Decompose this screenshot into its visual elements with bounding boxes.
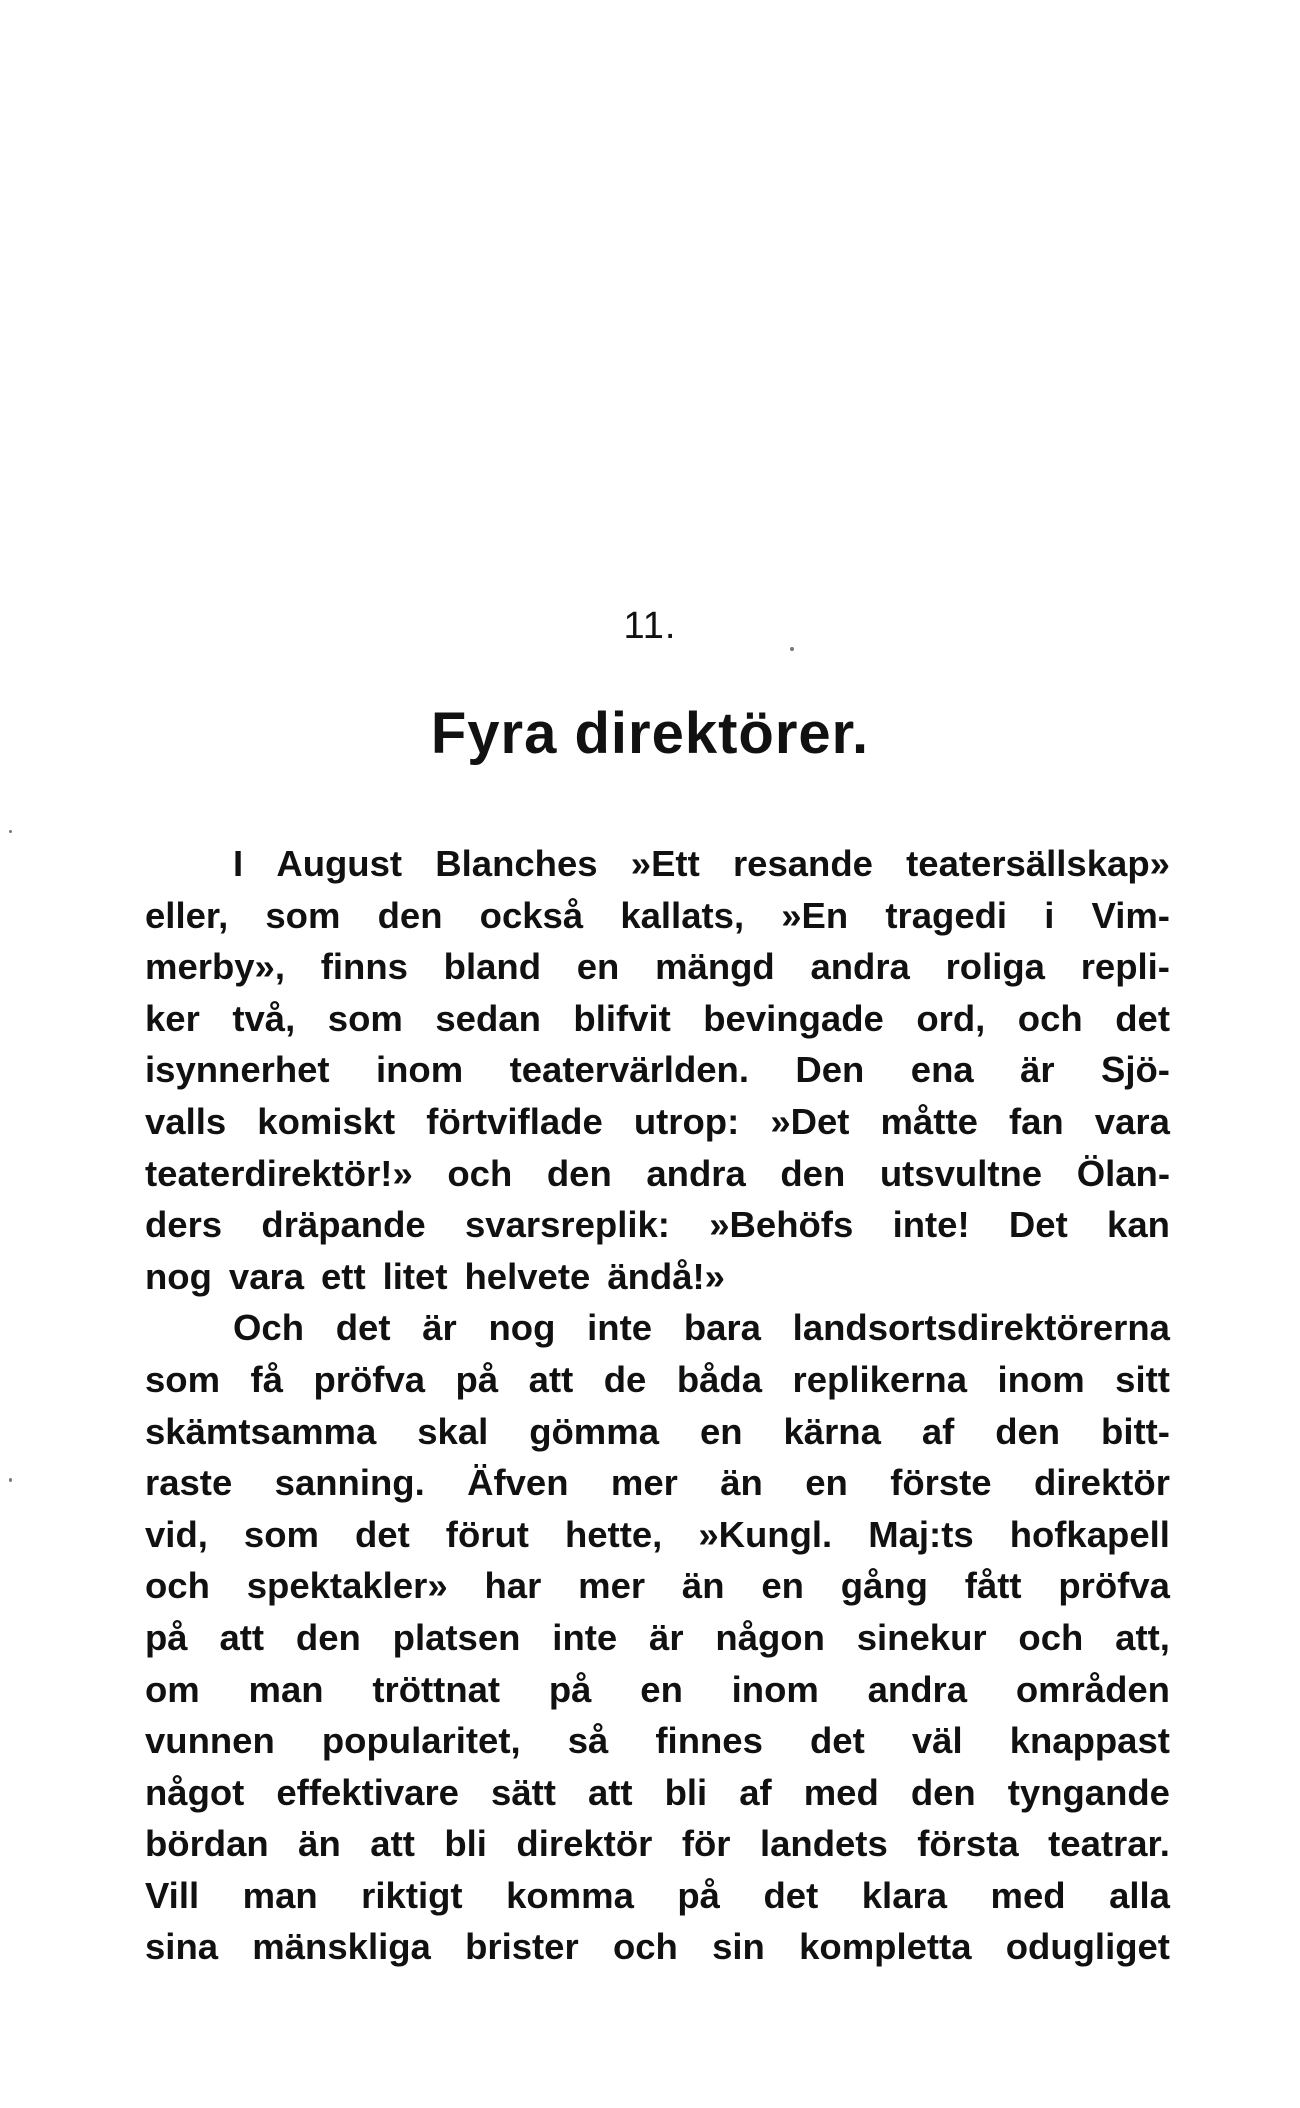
- word: det: [1115, 997, 1170, 1039]
- word: repli-: [1080, 946, 1170, 988]
- word: August: [276, 843, 403, 884]
- word: I: [233, 843, 244, 884]
- word: nog: [145, 1255, 212, 1297]
- word: och: [1017, 997, 1083, 1039]
- word: den: [780, 1152, 846, 1194]
- text-line: [145, 1664, 1170, 1716]
- word: andra: [646, 1152, 746, 1194]
- word: den: [295, 1616, 361, 1658]
- word: mer: [578, 1565, 646, 1607]
- word: Sjö-: [1101, 1049, 1170, 1091]
- word: isynnerhet: [145, 1049, 330, 1091]
- text-line: [145, 1870, 1170, 1922]
- word: bli: [444, 1823, 487, 1865]
- word: en: [576, 946, 620, 988]
- word: att: [370, 1823, 415, 1865]
- word: popularitet,: [321, 1720, 521, 1762]
- word: hette,: [564, 1513, 663, 1555]
- word: alla: [1109, 1874, 1170, 1916]
- word: teatrar.: [1048, 1823, 1170, 1865]
- word: de: [603, 1358, 647, 1400]
- text-line: [145, 941, 1170, 993]
- word: sinekur: [856, 1616, 987, 1658]
- word: och: [447, 1152, 513, 1194]
- word: gång: [840, 1565, 928, 1607]
- word: bli: [664, 1771, 708, 1813]
- word: det: [810, 1720, 865, 1762]
- text-line: [145, 1354, 1170, 1406]
- word: tyngande: [1007, 1771, 1170, 1813]
- word: man: [242, 1874, 318, 1916]
- word: områden: [1015, 1668, 1170, 1710]
- word: finns: [320, 946, 408, 988]
- word: tragedi: [885, 894, 1008, 936]
- word: fått: [964, 1565, 1022, 1607]
- word: kan: [1107, 1204, 1170, 1246]
- word: kärna: [783, 1410, 881, 1452]
- word: få: [250, 1358, 284, 1400]
- text-line: [145, 1044, 1170, 1096]
- word: skämtsamma: [145, 1410, 377, 1452]
- word: måtte: [880, 1100, 978, 1142]
- word: landsortsdirektörerna: [792, 1307, 1170, 1349]
- word: förtviflade: [426, 1100, 603, 1142]
- word: nog: [488, 1307, 556, 1349]
- text-line: [145, 1199, 1170, 1251]
- word: sätt: [491, 1771, 556, 1813]
- word: klara: [861, 1874, 947, 1916]
- word: »Det: [770, 1100, 850, 1142]
- print-speck: [9, 1478, 12, 1482]
- word: kompletta: [799, 1926, 972, 1968]
- word: Det: [1008, 1204, 1068, 1246]
- word: af: [739, 1771, 772, 1813]
- word: riktigt: [361, 1874, 463, 1916]
- word: två,: [232, 997, 296, 1039]
- word: »En: [781, 894, 849, 936]
- word: bara: [683, 1307, 761, 1349]
- word: platsen: [392, 1616, 521, 1658]
- print-speck: [9, 830, 12, 833]
- word: Ölan-: [1076, 1152, 1170, 1194]
- word: för: [681, 1823, 731, 1865]
- word: andra: [810, 946, 910, 988]
- word: bördan: [145, 1823, 269, 1865]
- word: utsvultne: [879, 1152, 1043, 1194]
- word: utrop:: [633, 1100, 740, 1142]
- word: att,: [1115, 1616, 1170, 1658]
- word: ord,: [916, 997, 986, 1039]
- text-line: [145, 890, 1170, 942]
- word: blifvit: [573, 997, 671, 1039]
- word: mängd: [655, 946, 775, 988]
- word: komiskt: [257, 1100, 396, 1142]
- word: den: [546, 1152, 612, 1194]
- word: på: [548, 1668, 592, 1710]
- chapter-number: 11.: [623, 605, 677, 647]
- word: och: [1018, 1616, 1084, 1658]
- word: Vim-: [1091, 894, 1170, 936]
- word: en: [640, 1668, 683, 1710]
- word: mänskliga: [252, 1926, 431, 1968]
- word: så: [567, 1720, 609, 1762]
- text-line: [145, 1406, 1170, 1458]
- word: odugliget: [1005, 1926, 1170, 1968]
- word: vara: [228, 1255, 304, 1297]
- word: dräpande: [261, 1204, 426, 1246]
- text-line: [145, 1560, 1170, 1612]
- word: den: [910, 1771, 976, 1813]
- word: landets: [759, 1823, 888, 1865]
- word: en: [761, 1565, 804, 1607]
- word: väl: [911, 1720, 963, 1762]
- word: teatersällskap»: [906, 843, 1170, 884]
- word: resande: [732, 843, 873, 884]
- text-line: [145, 1302, 1170, 1354]
- word: hofkapell: [1009, 1513, 1170, 1555]
- word: med: [803, 1771, 879, 1813]
- word: eller,: [145, 894, 229, 936]
- word: den: [377, 894, 443, 936]
- word: än: [298, 1823, 341, 1865]
- word: ett: [321, 1255, 366, 1297]
- word: gömma: [529, 1410, 660, 1452]
- word: vara: [1094, 1100, 1170, 1142]
- word: pröfva: [1058, 1565, 1170, 1607]
- word: Vill: [145, 1874, 200, 1916]
- word: förut: [445, 1513, 529, 1555]
- word: kallats,: [620, 894, 745, 936]
- word: har: [484, 1565, 542, 1607]
- word: i: [1044, 894, 1055, 936]
- word: Den: [795, 1049, 865, 1091]
- text-line: [145, 1509, 1170, 1561]
- word: vid,: [145, 1513, 208, 1555]
- word: svarsreplik:: [465, 1204, 670, 1246]
- word: att: [528, 1358, 574, 1400]
- word: Blanches: [435, 843, 598, 884]
- text-line: [145, 993, 1170, 1045]
- word: på: [455, 1358, 499, 1400]
- word: »Ett: [630, 843, 700, 884]
- word: sin: [712, 1926, 765, 1968]
- word: knappast: [1009, 1720, 1170, 1762]
- word: Äfven: [467, 1462, 569, 1504]
- word: också: [479, 894, 584, 936]
- word: ders: [145, 1204, 223, 1246]
- word: teatervärlden.: [509, 1049, 749, 1091]
- word: af: [921, 1410, 955, 1452]
- word: bitt-: [1101, 1410, 1170, 1452]
- word: pröfva: [313, 1358, 426, 1400]
- word: som: [327, 997, 403, 1039]
- word: inom: [997, 1358, 1085, 1400]
- word: är: [1020, 1049, 1055, 1091]
- word: med: [990, 1874, 1066, 1916]
- word: andra: [867, 1668, 968, 1710]
- word: sina: [145, 1926, 219, 1968]
- word: en: [805, 1462, 848, 1504]
- word: inte: [587, 1307, 653, 1349]
- word: bevingade: [703, 997, 884, 1039]
- word: »Kungl.: [698, 1513, 833, 1555]
- word: på: [677, 1874, 720, 1916]
- word: ändå!»: [607, 1255, 725, 1297]
- word: bland: [443, 946, 541, 988]
- word: något: [145, 1771, 245, 1813]
- text-line: [145, 1612, 1170, 1664]
- text-line: [145, 1148, 1170, 1200]
- word: valls: [145, 1100, 227, 1142]
- word: det: [355, 1513, 410, 1555]
- word: ena: [910, 1049, 974, 1091]
- word: någon: [715, 1616, 825, 1658]
- word: finnes: [655, 1720, 763, 1762]
- word: och: [612, 1926, 678, 1968]
- word: och: [145, 1565, 210, 1607]
- word: tröttnat: [372, 1668, 501, 1710]
- text-line: [145, 1921, 1170, 1973]
- word: är: [422, 1307, 457, 1349]
- chapter-title: Fyra direktörer.: [430, 701, 870, 766]
- word: litet: [382, 1255, 448, 1297]
- word: roliga: [945, 946, 1045, 988]
- word: det: [763, 1874, 819, 1916]
- word: som: [265, 894, 341, 936]
- word: man: [248, 1668, 324, 1710]
- word: helvete: [464, 1255, 591, 1297]
- word: som: [243, 1513, 319, 1555]
- word: den: [995, 1410, 1061, 1452]
- word: första: [917, 1823, 1019, 1865]
- word: merby»,: [145, 946, 285, 988]
- text-line: [145, 1457, 1170, 1509]
- word: inom: [731, 1668, 819, 1710]
- text-line: [145, 1818, 1170, 1870]
- word: på: [145, 1616, 188, 1658]
- word: att: [219, 1616, 265, 1658]
- text-line: [145, 1715, 1170, 1767]
- word: raste: [145, 1462, 233, 1504]
- word: ker: [145, 997, 200, 1039]
- word: skal: [417, 1410, 489, 1452]
- word: är: [649, 1616, 684, 1658]
- word: sitt: [1115, 1358, 1170, 1400]
- text-line: [145, 838, 1170, 890]
- word: spektakler»: [246, 1565, 448, 1607]
- word: fan: [1008, 1100, 1064, 1142]
- word: som: [145, 1358, 221, 1400]
- chapter-body-text: [145, 838, 1170, 1973]
- word: att: [587, 1771, 633, 1813]
- word: direktör: [516, 1823, 653, 1865]
- text-line: [145, 1251, 1170, 1303]
- text-line: [145, 1767, 1170, 1819]
- word: teaterdirektör!»: [145, 1152, 413, 1194]
- word: »Behöfs: [709, 1204, 854, 1246]
- word: båda: [676, 1358, 763, 1400]
- print-speck: [790, 647, 794, 651]
- word: mer: [610, 1462, 678, 1504]
- word: inom: [376, 1049, 464, 1091]
- word: inte!: [892, 1204, 970, 1246]
- word: direktör: [1034, 1462, 1170, 1504]
- word: Maj:ts: [868, 1513, 974, 1555]
- text-line: [145, 1096, 1170, 1148]
- word: replikerna: [792, 1358, 967, 1400]
- word: Och: [233, 1307, 304, 1349]
- word: det: [335, 1307, 391, 1349]
- word: effektivare: [276, 1771, 459, 1813]
- word: än: [720, 1462, 763, 1504]
- word: sanning.: [274, 1462, 425, 1504]
- word: än: [681, 1565, 725, 1607]
- word: sedan: [435, 997, 541, 1039]
- word: inte: [552, 1616, 618, 1658]
- word: om: [145, 1668, 200, 1710]
- word: komma: [506, 1874, 634, 1916]
- word: en: [699, 1410, 743, 1452]
- word: förste: [890, 1462, 992, 1504]
- word: brister: [465, 1926, 579, 1968]
- word: vunnen: [145, 1720, 275, 1762]
